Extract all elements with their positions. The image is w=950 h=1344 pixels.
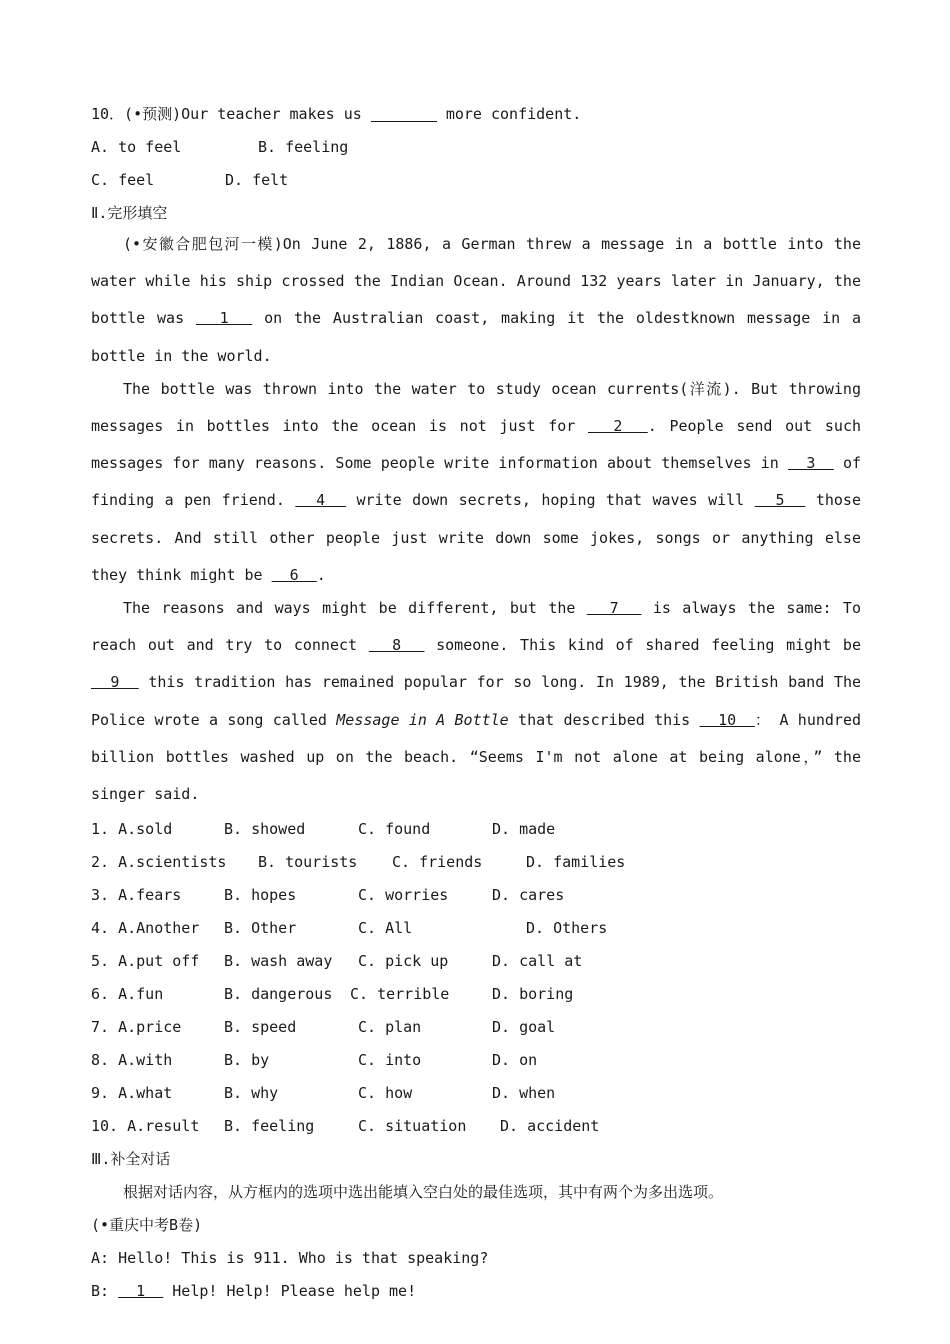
dialogue-blank-1: 1: [118, 1282, 164, 1301]
section-2-heading: Ⅱ.完形填空: [91, 204, 168, 222]
cloze-blank-10: 10: [699, 710, 755, 729]
option-row-10: [91, 1110, 861, 1143]
option-row-5: [91, 945, 861, 978]
section-3-source: (•重庆中考B卷): [91, 1216, 203, 1235]
option-a: 2. A.scientists: [91, 853, 227, 872]
option-c: C. terrible: [350, 985, 450, 1004]
option-a: 8. A.with: [91, 1051, 173, 1070]
option-a: 3. A.fears: [91, 886, 182, 905]
option-row-7: [91, 1011, 861, 1044]
option-a: 4. A.Another: [91, 919, 200, 938]
question-10-suffix: more confident.: [436, 105, 582, 123]
cloze-text: on the Australian coast, making it the oldestknown message in a bottle in the world.: [91, 309, 862, 365]
question-10-options-row-2: [91, 164, 861, 197]
option-c: C. found: [358, 820, 431, 839]
option-row-3: [91, 879, 861, 912]
cloze-text: is always the same: To reach out and try to connect: [91, 599, 861, 655]
option-d: D. families: [526, 853, 626, 872]
option-a: 1. A.sold: [91, 820, 173, 839]
option-row-1: [91, 813, 861, 846]
cloze-paragraph-3: [91, 590, 861, 813]
option-d: D. accident: [500, 1117, 600, 1136]
option-d: D. boring: [492, 985, 574, 1004]
option-d: D. when: [492, 1084, 556, 1103]
option-row-6: [91, 978, 861, 1011]
section-3-heading: Ⅲ.补全对话: [91, 1150, 171, 1169]
option-b: B. speed: [224, 1018, 297, 1037]
cloze-blank-2: 2: [588, 417, 648, 436]
option-a: 5. A.put off: [91, 952, 200, 971]
cloze-text: someone. This kind of shared feeling might be: [424, 636, 861, 655]
option-c: C. pick up: [358, 952, 449, 971]
option-b: B. feeling: [258, 138, 349, 156]
option-c: C. feel: [91, 171, 155, 189]
option-d: D. call at: [492, 952, 583, 971]
cloze-paragraph-2: [91, 371, 861, 594]
cloze-blank-4: 4: [295, 491, 347, 510]
question-10-stem: [91, 98, 861, 131]
cloze-blank-6: 6: [271, 565, 317, 584]
cloze-text: The reasons and ways might be different, but the: [123, 599, 587, 618]
speaker-label: B:: [91, 1282, 119, 1301]
option-row-4: [91, 912, 861, 945]
cloze-paragraph-1: [91, 226, 861, 375]
option-a: 9. A.what: [91, 1084, 173, 1103]
option-b: B. why: [224, 1084, 279, 1103]
option-a: A. to feel: [91, 138, 182, 156]
option-d: D. cares: [492, 886, 565, 905]
option-b: B. dangerous: [224, 985, 333, 1004]
option-b: B. by: [224, 1051, 270, 1070]
cloze-text: those secrets. And still other people just write down some jokes, songs or anything else they think might be: [91, 491, 861, 584]
option-b: B. Other: [224, 919, 297, 938]
option-b: B. showed: [224, 820, 306, 839]
cloze-text: On June 2, 1886, a German threw a message in a bottle into the water while his ship crossed the Indian Ocean. Around 132 years later in January, the bottle was: [91, 235, 861, 328]
option-c: C. plan: [358, 1018, 422, 1037]
option-row-2: [91, 846, 861, 879]
option-row-9: [91, 1077, 861, 1110]
option-c: C. friends: [392, 853, 483, 872]
dialogue-text: Help! Help! Please help me!: [163, 1282, 417, 1301]
option-a: 6. A.fun: [91, 985, 164, 1004]
option-c: C. situation: [358, 1117, 467, 1136]
option-a: 10. A.result: [91, 1117, 200, 1136]
option-c: C. All: [358, 919, 413, 938]
cloze-blank-1: 1: [195, 309, 253, 328]
cloze-blank-5: 5: [754, 491, 806, 510]
dialogue-line-a: A: Hello! This is 911. Who is that speaking?: [91, 1249, 489, 1268]
cloze-source: (•安徽合肥包河一模): [123, 235, 283, 253]
cloze-text: The bottle was thrown into the water to study ocean currents(洋流). But throwing messages in bottles into the ocean is not just for: [91, 379, 861, 436]
option-row-8: [91, 1044, 861, 1077]
option-a: 7. A.price: [91, 1018, 182, 1037]
cloze-blank-7: 7: [586, 599, 642, 618]
option-b: B. wash away: [224, 952, 333, 971]
cloze-text: . People send out such messages for many reasons. Some people write information about themselves in: [91, 417, 861, 473]
cloze-blank-3: 3: [788, 454, 834, 473]
option-d: D. goal: [492, 1018, 556, 1037]
question-10-options-row-1: [91, 131, 861, 164]
cloze-text: .: [316, 565, 326, 584]
option-b: B. tourists: [258, 853, 358, 872]
option-d: D. Others: [526, 919, 608, 938]
question-10-prefix: 10．(•预测)Our teacher makes us: [91, 105, 371, 123]
option-d: D. felt: [225, 171, 289, 189]
cloze-blank-8: 8: [368, 636, 425, 655]
dialogue-line-b: [91, 1275, 861, 1308]
option-d: D. on: [492, 1051, 538, 1070]
option-d: D. made: [492, 820, 556, 839]
option-c: C. worries: [358, 886, 449, 905]
cloze-text: of finding a pen friend.: [91, 454, 862, 510]
cloze-text: write down secrets, hoping that waves will: [346, 491, 755, 510]
cloze-blank-9: 9: [91, 673, 139, 692]
song-title: Message in A Bottle: [336, 710, 509, 729]
document-page: [91, 98, 861, 1308]
cloze-text: this tradition has remained popular for so long. In 1989, the British band The Police wrote a song called: [91, 673, 862, 729]
cloze-text: that described this: [508, 710, 700, 729]
answer-blank: [371, 103, 437, 122]
option-c: C. into: [358, 1051, 422, 1070]
cloze-text: ： A hundred billion bottles washed up on the beach. “Seems I'm not alone at being alone，” the singer said.: [91, 710, 862, 804]
option-c: C. how: [358, 1084, 413, 1103]
option-b: B. feeling: [224, 1117, 315, 1136]
cloze-options: [91, 813, 861, 1143]
option-b: B. hopes: [224, 886, 297, 905]
section-3-instruction: 根据对话内容，从方框内的选项中选出能填入空白处的最佳选项，其中有两个为多出选项。: [123, 1183, 724, 1202]
